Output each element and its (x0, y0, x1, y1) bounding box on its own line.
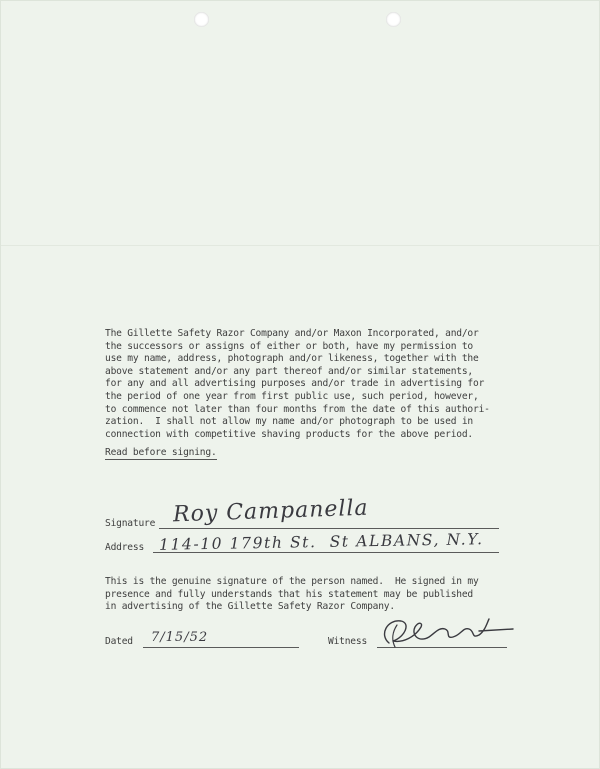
dated-handwriting: 7/15/52 (151, 630, 209, 645)
address-label: Address (105, 542, 145, 553)
paper-fold-line (1, 245, 600, 246)
punch-hole-left (194, 12, 209, 27)
statement-line: presence and fully understands that his statement may be published (105, 588, 474, 600)
read-before-signing: Read before signing. (105, 447, 217, 458)
paragraph-line: The Gillette Safety Razor Company and/or Maxon Incorporated, and/or (105, 328, 479, 339)
dated-label: Dated (105, 636, 133, 647)
signature-label: Signature (105, 518, 156, 529)
paragraph-line: the period of one year from first public use, such period, however, (105, 390, 479, 402)
paragraph-line: to commence not later than four months from the date of this authori- (105, 403, 490, 415)
paragraph-line: use my name, address, photograph and/or likeness, together with the (105, 353, 479, 365)
paragraph-line: zation. I shall not allow my name and/or photograph to be used in (105, 416, 474, 428)
dated-line (143, 647, 299, 648)
witness-label: Witness (328, 636, 368, 647)
signature-line (159, 528, 499, 529)
authorization-paragraph (105, 328, 575, 441)
signature-handwriting: Roy Campanella (172, 495, 370, 528)
paragraph-line: the successors or assigns of either or both, have my permission to (105, 340, 474, 352)
paragraph-line: for any and all advertising purposes and/or trade in advertising for (105, 378, 485, 390)
paragraph-line: above statement and/or any part thereof and/or similar statements, (105, 365, 474, 377)
punch-hole-right (386, 12, 401, 27)
genuine-signature-statement (105, 576, 575, 614)
witness-signature-scribble (375, 613, 515, 653)
address-handwriting: 114-10 179th St. St ALBANS, N.Y. (158, 530, 484, 554)
paragraph-line: connection with competitive shaving products for the above period. (105, 428, 474, 440)
statement-line: in advertising of the Gillette Safety Razor Company. (105, 601, 395, 613)
statement-line: This is the genuine signature of the person named. He signed in my (105, 576, 479, 587)
